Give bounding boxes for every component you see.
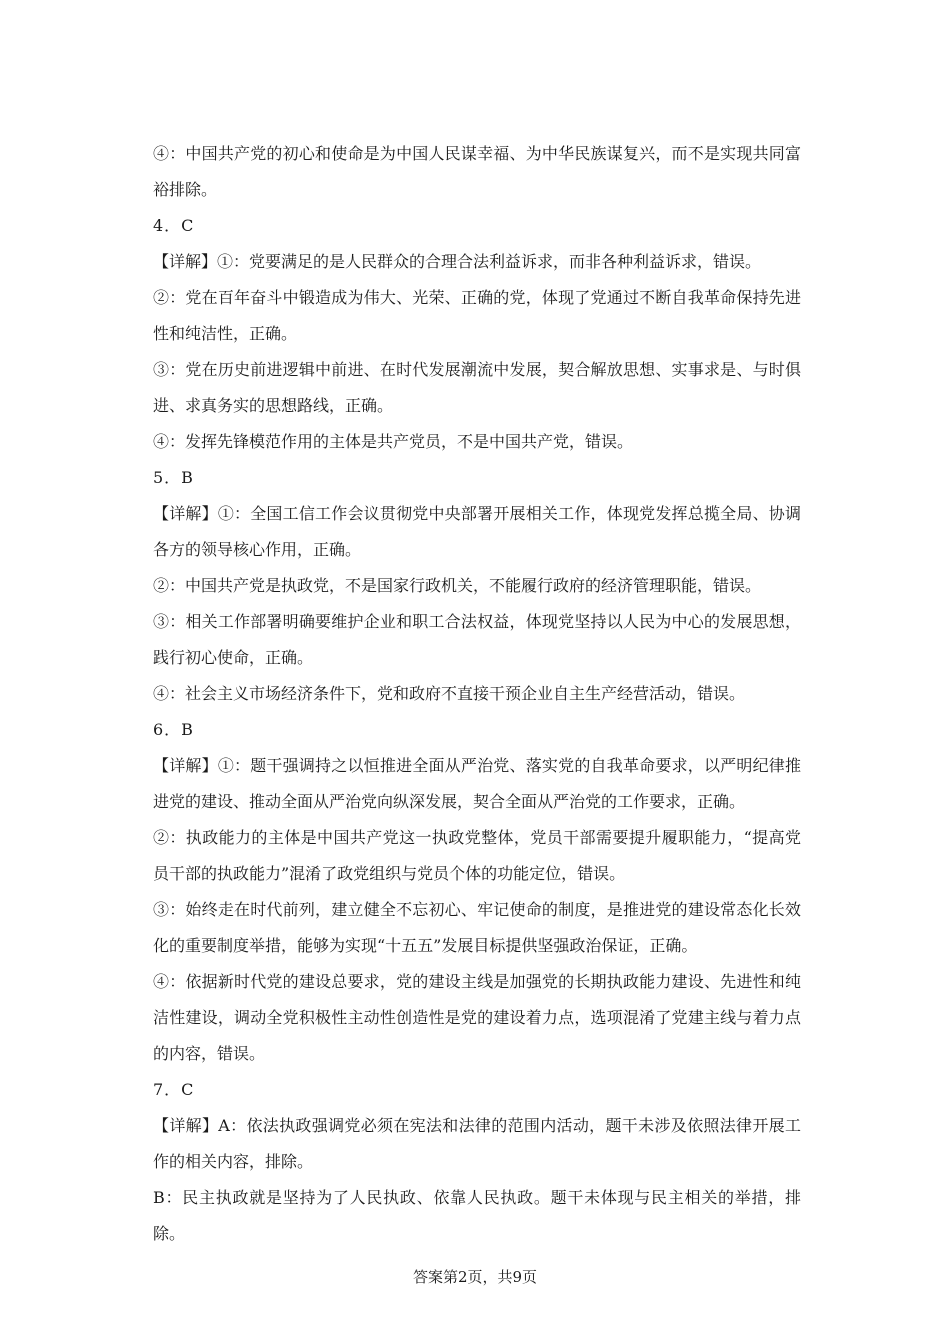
paragraph: ③：相关工作部署明确要维护企业和职工合法权益，体现党坚持以人民为中心的发展思想，践行初心使命，正确。 — [153, 612, 801, 667]
paragraph: B：民主执政就是坚持为了人民执政、依靠人民执政。题干未体现与民主相关的举措，排除。 — [153, 1188, 801, 1243]
paragraph: ②：党在百年奋斗中锻造成为伟大、光荣、正确的党，体现了党通过不断自我革命保持先进性和纯洁性，正确。 — [153, 288, 801, 343]
paragraph: 【详解】①：全国工信工作会议贯彻党中央部署开展相关工作，体现党发挥总揽全局、协调各方的领导核心作用，正确。 — [153, 504, 801, 559]
paragraph: ②：中国共产党是执政党，不是国家行政机关，不能履行政府的经济管理职能，错误。 — [153, 576, 762, 595]
paragraph: ③：始终走在时代前列，建立健全不忘初心、牢记使命的制度，是推进党的建设常态化长效化的重要制度举措，能够为实现“十五五”发展目标提供坚强政治保证，正确。 — [153, 900, 801, 955]
paragraph: ④：社会主义市场经济条件下，党和政府不直接干预企业自主生产经营活动，错误。 — [153, 684, 746, 703]
question-answer: 7．C — [153, 1080, 195, 1099]
paragraph: 【详解】①：题干强调持之以恒推进全面从严治党、落实党的自我革命要求，以严明纪律推进党的建设、推动全面从严治党向纵深发展，契合全面从严治党的工作要求，正确。 — [153, 756, 801, 811]
question-answer: 5．B — [153, 468, 194, 487]
paragraph: ④：中国共产党的初心和使命是为中国人民谋幸福、为中华民族谋复兴，而不是实现共同富裕排除。 — [153, 144, 801, 199]
paragraph: 【详解】①：党要满足的是人民群众的合理合法利益诉求，而非各种利益诉求，错误。 — [153, 252, 762, 271]
paragraph: 【详解】A：依法执政强调党必须在宪法和法律的范围内活动，题干未涉及依照法律开展工作的相关内容，排除。 — [153, 1116, 801, 1171]
paragraph: ④：发挥先锋模范作用的主体是共产党员，不是中国共产党，错误。 — [153, 432, 634, 451]
paragraph: ②：执政能力的主体是中国共产党这一执政党整体，党员干部需要提升履职能力，“提高党员干部的执政能力”混淆了政党组织与党员个体的功能定位，错误。 — [153, 828, 801, 883]
page-footer: 答案第2页，共9页 — [412, 1268, 538, 1286]
paragraph: ③：党在历史前进逻辑中前进、在时代发展潮流中发展，契合解放思想、实事求是、与时俱进、求真务实的思想路线，正确。 — [153, 360, 801, 415]
answer-content — [153, 136, 801, 1252]
question-answer: 6．B — [153, 720, 194, 739]
paragraph: ④：依据新时代党的建设总要求，党的建设主线是加强党的长期执政能力建设、先进性和纯洁性建设，调动全党积极性主动性创造性是党的建设着力点，选项混淆了党建主线与着力点的内容，错误。 — [153, 972, 801, 1063]
question-answer: 4．C — [153, 216, 195, 235]
